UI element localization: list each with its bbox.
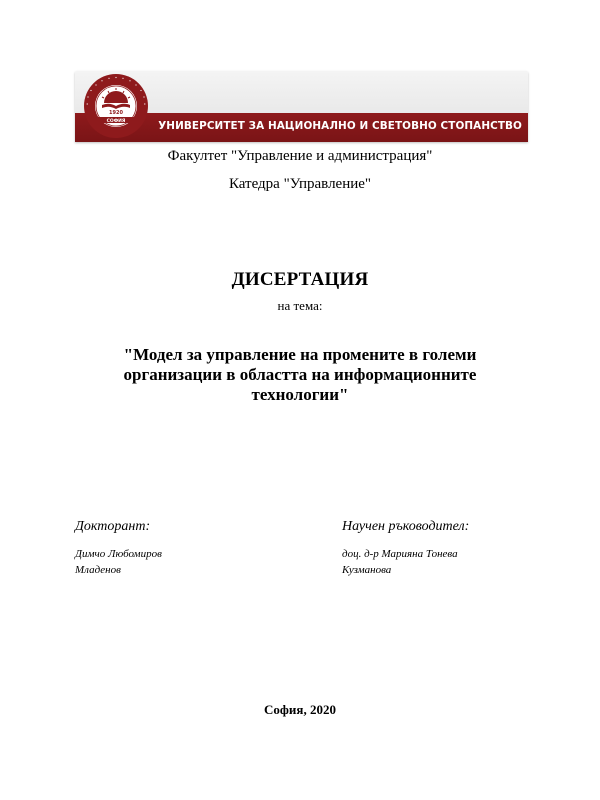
topic-label: на тема: [277, 298, 323, 313]
doctoral-student-name-line2: Младенов [75, 564, 121, 576]
department-name: Катедра "Управление" [228, 176, 372, 192]
university-seal-logo [83, 73, 149, 139]
supervisor-name [342, 546, 458, 578]
university-name: УНИВЕРСИТЕТ ЗА НАЦИОНАЛНО И СВЕТОВНО СТОПАНСТВО [158, 120, 522, 132]
doctoral-student-name [75, 546, 162, 578]
seal-year: 1920 [109, 110, 123, 116]
doctoral-student-label: Докторант: [75, 519, 151, 534]
supervisor-label: Научен ръководител: [342, 519, 470, 534]
supervisor-name-line1: доц. д-р Марияна Тонева [342, 548, 458, 560]
seal-emblem-icon [83, 73, 149, 139]
seal-city: СОФИЯ [106, 119, 126, 124]
thesis-title: "Модел за управление на промените в големи организации в областта на информационните технологии" [123, 345, 477, 404]
doctoral-student-name-line1: Димчо Любомиров [75, 548, 162, 560]
university-banner [75, 71, 528, 142]
supervisor-name-line2: Кузманова [342, 564, 392, 576]
faculty-name: Факултет "Управление и администрация" [167, 148, 433, 164]
document-type-heading: ДИСЕРТАЦИЯ [231, 269, 369, 290]
city-and-year: София, 2020 [264, 702, 336, 717]
